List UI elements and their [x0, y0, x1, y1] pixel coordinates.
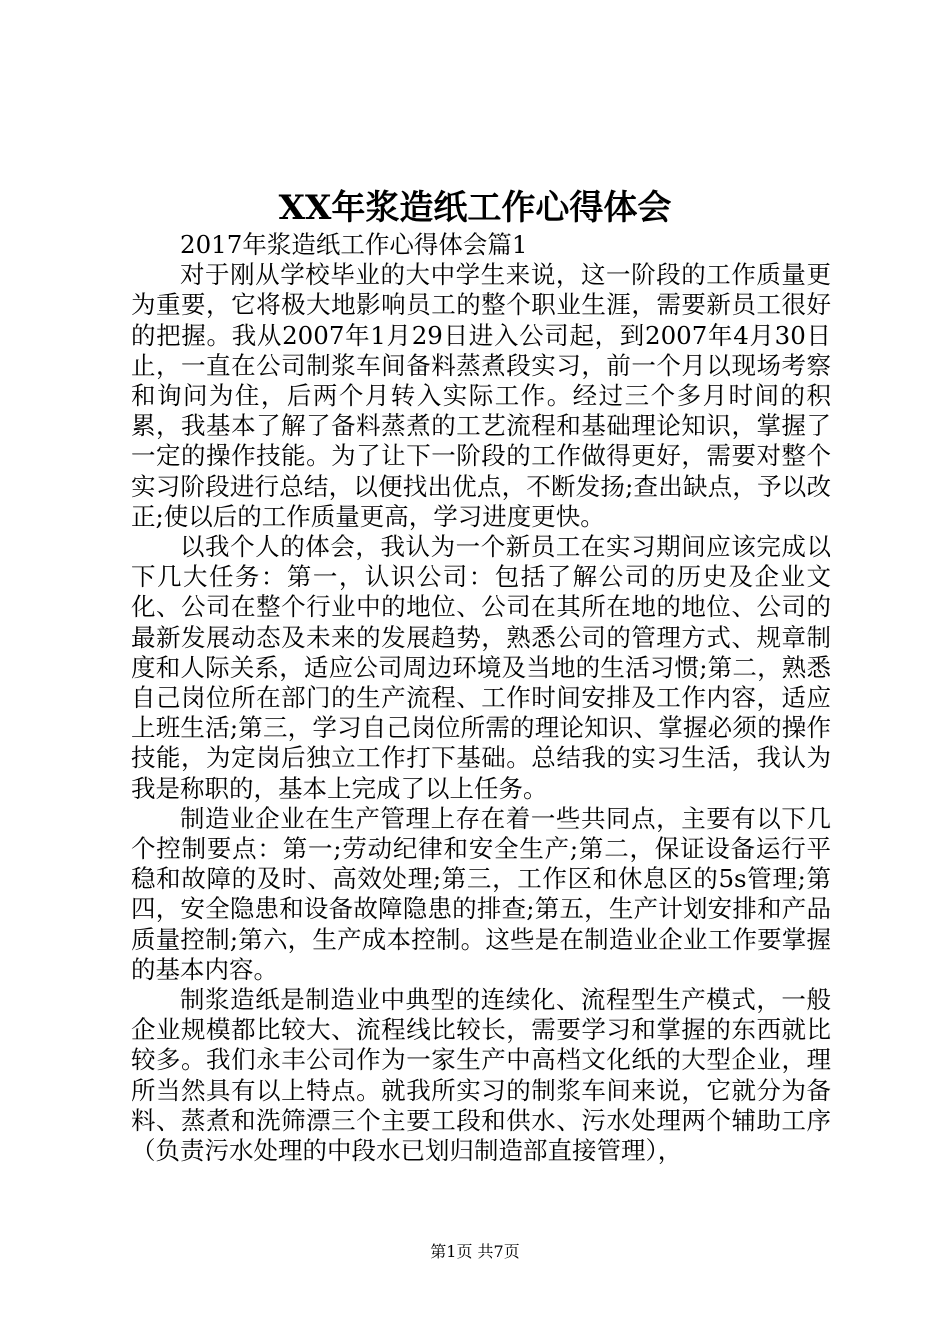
document-body: [131, 230, 831, 1166]
paragraph: 制造业企业在生产管理上存在着一些共同点，主要有以下几个控制要点：第一;劳动纪律和安全生产;第二，保证设备运行平稳和故障的及时、高效处理;第三，工作区和休息区的5s管理;第四，安全隐患和设备故障隐患的排查;第五，生产计划安排和产品质量控制;第六，生产成本控制。这些是在制造业企业工作要掌握的基本内容。: [131, 803, 831, 984]
page-number-footer: 第1页 共7页: [430, 1242, 520, 1261]
paragraph-section-heading: 2017年浆造纸工作心得体会篇1: [180, 230, 528, 259]
paragraph: 制浆造纸是制造业中典型的连续化、流程型生产模式，一般企业规模都比较大、流程线比较长，需要学习和掌握的东西就比较多。我们永丰公司作为一家生产中高档文化纸的大型企业，理所当然具有以上特点。就我所实习的制浆车间来说，它就分为备料、蒸煮和洗筛漂三个主要工段和供水、污水处理两个辅助工序（负责污水处理的中段水已划归制造部直接管理），: [131, 985, 831, 1166]
paragraph: 对于刚从学校毕业的大中学生来说，这一阶段的工作质量更为重要，它将极大地影响员工的整个职业生涯，需要新员工很好的把握。我从2007年1月29日进入公司起，到2007年4月30日止，一直在公司制浆车间备料蒸煮段实习，前一个月以现场考察和询问为住，后两个月转入实际工作。经过三个多月时间的积累，我基本了解了备料蒸煮的工艺流程和基础理论知识，掌握了一定的操作技能。为了让下一阶段的工作做得更好，需要对整个实习阶段进行总结，以便找出优点，不断发扬;查出缺点，予以改正;使以后的工作质量更高，学习进度更快。: [131, 260, 831, 531]
document-title: XX年浆造纸工作心得体会: [278, 188, 672, 228]
paragraph: 以我个人的体会，我认为一个新员工在实习期间应该完成以下几大任务：第一，认识公司：包括了解公司的历史及企业文化、公司在整个行业中的地位、公司在其所在地的地位、公司的最新发展动态及未来的发展趋势，熟悉公司的管理方式、规章制度和人际关系，适应公司周边环境及当地的生活习惯;第二，熟悉自己岗位所在部门的生产流程、工作时间安排及工作内容，适应上班生活;第三，学习自己岗位所需的理论知识、掌握必须的操作技能，为定岗后独立工作打下基础。总结我的实习生活，我认为我是称职的，基本上完成了以上任务。: [131, 532, 831, 803]
